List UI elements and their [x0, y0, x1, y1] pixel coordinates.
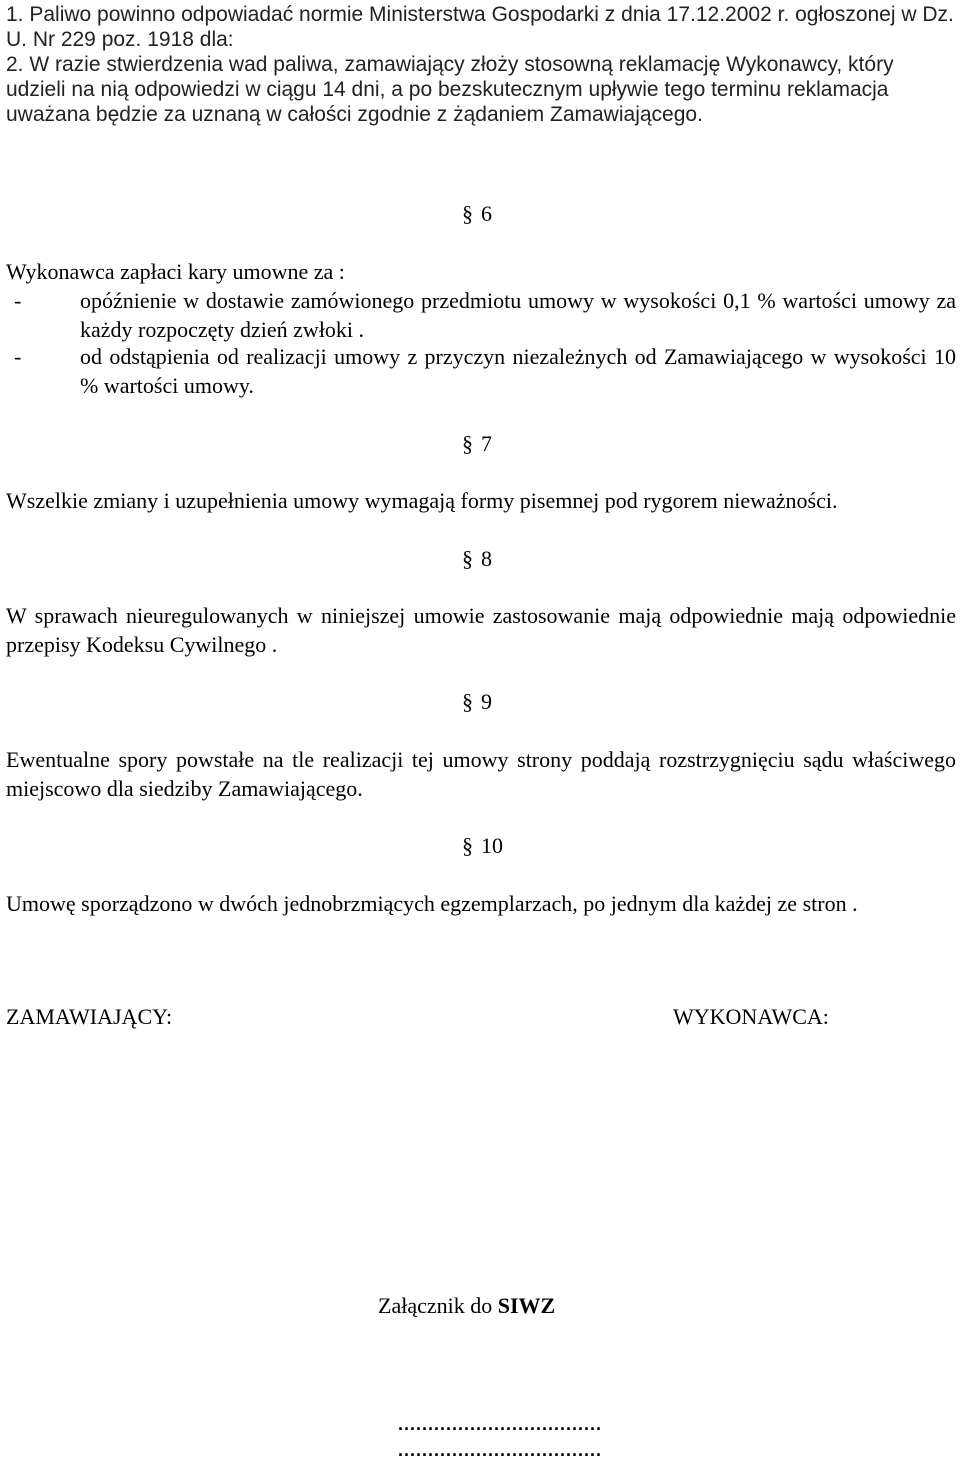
section-6-intro: Wykonawca zapłaci kary umowne za : [6, 259, 345, 284]
item-1: 1. Paliwo powinno odpowiadać normie Ministerstwa Gospodarki z dnia 17.12.2002 r. ogłoszonej w Dz. U. Nr 229 poz. 1918 dla: [6, 3, 954, 51]
bullet-dash: - [14, 288, 22, 313]
bullet-dash: - [14, 344, 22, 369]
section-number: 6 [481, 201, 492, 226]
section-6-heading [462, 200, 492, 228]
signature-contractor: WYKONAWCA: [673, 1004, 829, 1029]
section-8-text: W sprawach nieuregulowanych w niniejszej umowie zastosowanie mają odpowiednie mają odpowiednie przepisy Kodeksu Cywilnego . [6, 603, 956, 657]
section-7-heading [462, 430, 492, 458]
section-number: 7 [481, 431, 492, 456]
dotted-line-2: .................................. [398, 1440, 603, 1460]
section-9-text: Ewentualne spory powstałe na tle realizacji tej umowy strony poddają rozstrzygnięciu sądu właściwego miejscowo dla siedziby Zamawiającego. [6, 747, 956, 801]
annex-siwz: SIWZ [497, 1293, 556, 1318]
section-9-heading [462, 688, 492, 716]
section-symbol: § [462, 689, 473, 714]
section-number: 8 [481, 546, 492, 571]
signature-contracting-party: ZAMAWIAJĄCY: [6, 1004, 173, 1029]
section-8-heading [462, 545, 492, 573]
bullet-text: opóźnienie w dostawie zamówionego przedmiotu umowy w wysokości 0,1 % wartości umowy za każdy rozpoczęty dzień zwłoki . [80, 288, 956, 342]
section-number: 10 [481, 833, 503, 858]
bullet-text: od odstąpienia od realizacji umowy z przyczyn niezależnych od Zamawiającego w wysokości 10 % wartości umowy. [80, 344, 956, 398]
section-6-bullet-2 [6, 342, 956, 400]
section-10-heading [462, 832, 503, 860]
section-6-bullet-1 [6, 286, 956, 344]
section-number: 9 [481, 689, 492, 714]
annex-label [378, 1292, 555, 1320]
section-symbol: § [462, 546, 473, 571]
section-10-text: Umowę sporządzono w dwóch jednobrzmiących egzemplarzach, po jednym dla każdej ze stron . [6, 891, 858, 916]
annex-prefix: Załącznik do [378, 1293, 498, 1318]
item-2: 2. W razie stwierdzenia wad paliwa, zamawiający złoży stosowną reklamację Wykonawcy, który udzieli na nią odpowiedzi w ciągu 14 dni, a po bezskutecznym upływie tego terminu reklamacja uważana będzie za uznaną w całości zgodnie z żądaniem Zamawiającego. [6, 53, 894, 126]
section-symbol: § [462, 833, 473, 858]
dotted-line-1: .................................. [398, 1414, 603, 1434]
section-symbol: § [462, 201, 473, 226]
section-symbol: § [462, 431, 473, 456]
section-7-text: Wszelkie zmiany i uzupełnienia umowy wymagają formy pisemnej pod rygorem nieważności. [6, 488, 838, 513]
